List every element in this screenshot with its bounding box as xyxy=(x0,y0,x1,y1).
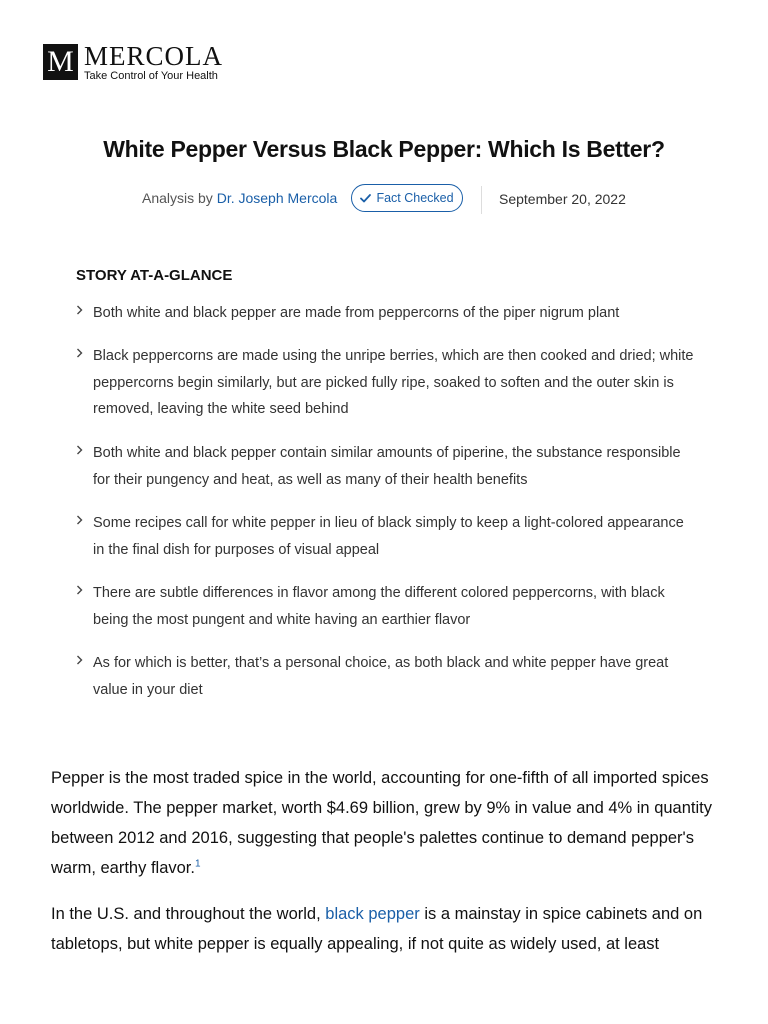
body-paragraph xyxy=(51,899,721,959)
byline xyxy=(0,184,768,214)
checkmark-icon xyxy=(360,194,371,203)
chevron-right-icon xyxy=(76,655,83,665)
chevron-right-icon xyxy=(76,348,83,358)
paragraph-text: In the U.S. and throughout the world, xyxy=(51,905,326,923)
paragraph-text: is a mainstay in spice cabinets and on tabletops, but white pepper is equally appealing, if not quite as widely used, at least xyxy=(51,905,703,953)
chevron-right-icon xyxy=(76,305,83,315)
footnote-ref[interactable]: 1 xyxy=(194,858,201,870)
glance-heading: STORY AT-A-GLANCE xyxy=(76,267,233,284)
site-logo[interactable] xyxy=(43,43,223,83)
glance-item-text: As for which is better, that’s a personal choice, as both black and white pepper have great value in your diet xyxy=(93,655,669,698)
article-title: White Pepper Versus Black Pepper: Which Is Better? xyxy=(103,136,665,162)
chevron-right-icon xyxy=(76,445,83,455)
glance-item xyxy=(76,650,696,703)
black-pepper-link[interactable]: black pepper xyxy=(325,905,420,923)
glance-item-text: Black peppercorns are made using the unripe berries, which are then cooked and dried; white peppercorns begin similarly, but are picked fully ripe, soaked to soften and the outer skin is removed, leaving the white seed behind xyxy=(93,348,694,417)
logo-name: MERCOLA xyxy=(84,41,224,71)
glance-item-text: There are subtle differences in flavor among the different colored peppercorns, with black being the most pungent and white having an earthier flavor xyxy=(93,585,665,628)
paragraph-text: Pepper is the most traded spice in the world, accounting for one-fifth of all imported spices worldwide. The pepper market, worth $4.69 billion, grew by 9% in value and 4% in quantity between 2012 and 2016, suggesting that people's palettes continue to demand pepper's warm, earthy flavor. xyxy=(51,769,712,877)
byline-prefix: Analysis by xyxy=(142,190,213,206)
glance-item-text: Some recipes call for white pepper in lieu of black simply to keep a light-colored appearance in the final dish for purposes of visual appeal xyxy=(93,515,684,558)
glance-item xyxy=(76,440,696,493)
chevron-right-icon xyxy=(76,585,83,595)
byline-divider xyxy=(481,186,482,214)
byline-text xyxy=(142,190,337,206)
logo-mark: M xyxy=(43,44,78,80)
fact-checked-label: Fact Checked xyxy=(376,191,454,205)
glance-item-text: Both white and black pepper are made from peppercorns of the piper nigrum plant xyxy=(93,305,620,321)
glance-item xyxy=(76,510,696,563)
logo-tagline: Take Control of Your Health xyxy=(84,70,218,82)
logo-text xyxy=(84,43,223,83)
glance-item xyxy=(76,580,696,633)
publish-date: September 20, 2022 xyxy=(499,191,626,207)
chevron-right-icon xyxy=(76,515,83,525)
glance-item xyxy=(76,343,696,423)
body-paragraph xyxy=(51,763,721,883)
fact-checked-badge[interactable] xyxy=(351,184,463,212)
glance-item-text: Both white and black pepper contain similar amounts of piperine, the substance responsible for their pungency and heat, as well as many of their health benefits xyxy=(93,445,681,488)
glance-item xyxy=(76,300,696,327)
author-link[interactable]: Dr. Joseph Mercola xyxy=(216,190,338,206)
